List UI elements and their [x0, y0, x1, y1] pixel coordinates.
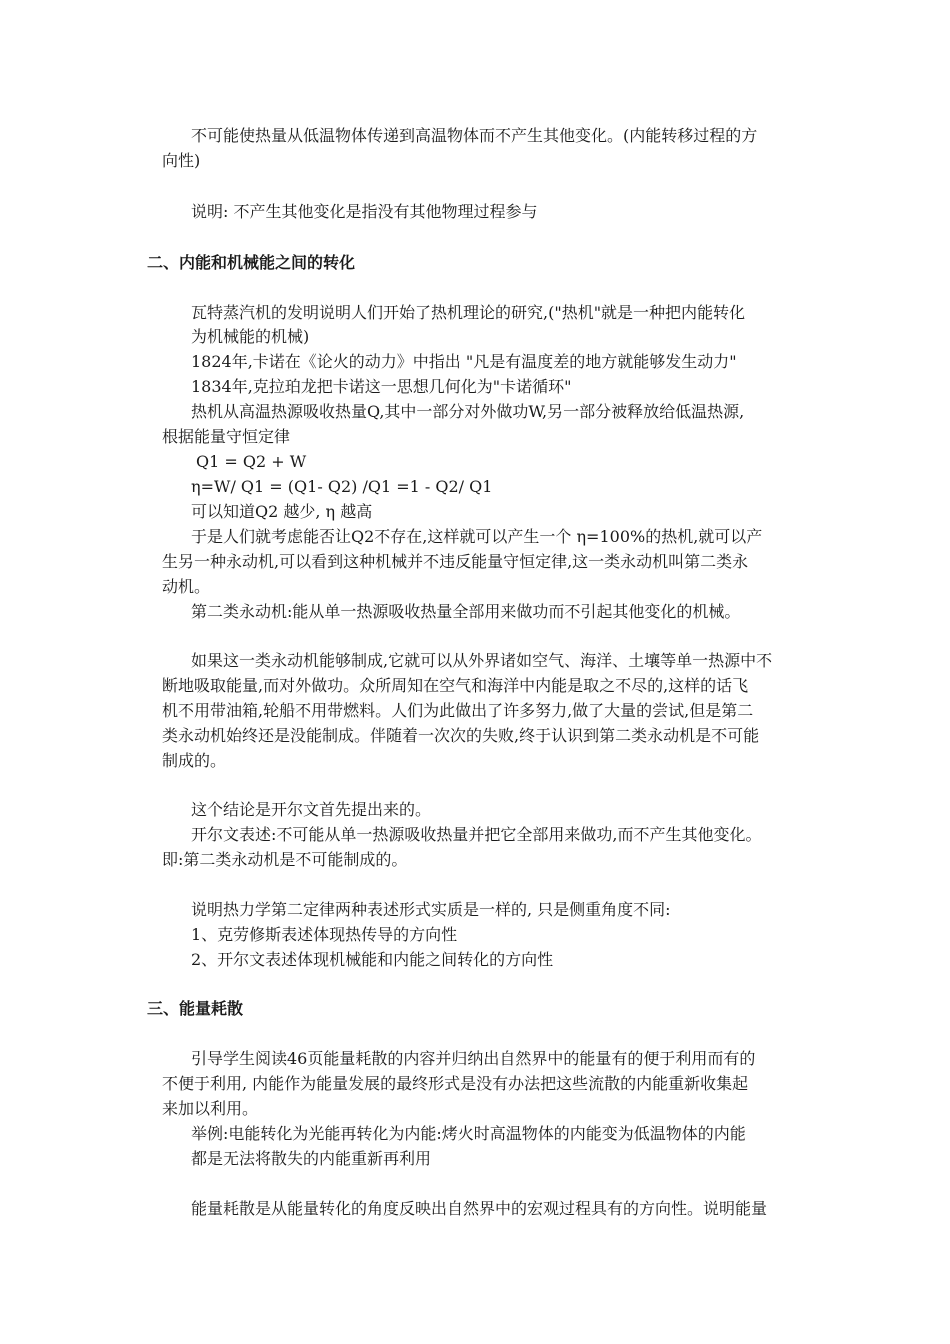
- list-item-1: 1、克劳修斯表述体现热传导的方向性: [191, 925, 458, 944]
- section-heading-3: 三、能量耗散: [147, 999, 244, 1018]
- perpetual-motion-line1: 于是人们就考虑能否让Q2不存在,这样就可以产生一个 η=100%的热机,就可以产: [191, 527, 763, 546]
- perpetual-motion-definition: 第二类永动机:能从单一热源吸收热量全部用来做功而不引起其他变化的机械。: [191, 602, 741, 621]
- carnot-1824-line: 1824年,卡诺在《论火的动力》中指出 "凡是有温度差的地方就能够发生动力": [191, 352, 737, 371]
- heat-engine-line1: 热机从高温热源吸收热量Q,其中一部分对外做功W,另一部分被释放给低温热源,: [191, 402, 745, 421]
- example-line2: 都是无法将散失的内能重新再利用: [191, 1149, 432, 1168]
- if-made-line3: 机不用带油箱,轮船不用带燃料。人们为此做出了许多努力,做了大量的尝试,但是第二: [162, 701, 754, 720]
- kelvin-statement-line1: 开尔文表述:不可能从单一热源吸收热量并把它全部用来做功,而不产生其他变化。: [191, 825, 762, 844]
- kelvin-statement-line2: 即:第二类永动机是不可能制成的。: [162, 850, 408, 869]
- watt-line2: 为机械能的机械): [191, 327, 310, 346]
- if-made-line2: 断地吸取能量,而对外做功。众所周知在空气和海洋中内能是取之不尽的,这样的话飞: [162, 676, 749, 695]
- guide-line1: 引导学生阅读46页能量耗散的内容并归纳出自然界中的能量有的便于利用而有的: [191, 1049, 756, 1068]
- note-line: 说明: 不产生其他变化是指没有其他物理过程参与: [191, 202, 538, 221]
- two-forms-line: 说明热力学第二定律两种表述形式实质是一样的, 只是侧重角度不同:: [191, 900, 671, 919]
- if-made-line1: 如果这一类永动机能够制成,它就可以从外界诸如空气、海洋、土壤等单一热源中不: [191, 651, 773, 670]
- equation-1: Q1 = Q2 + W: [196, 452, 307, 471]
- example-line1: 举例:电能转化为光能再转化为内能:烤火时高温物体的内能变为低温物体的内能: [191, 1124, 746, 1143]
- equation-3: 可以知道Q2 越少, η 越高: [191, 502, 373, 521]
- clapeyron-1834-line: 1834年,克拉珀龙把卡诺这一思想几何化为"卡诺循环": [191, 377, 572, 396]
- guide-line2: 不便于利用, 内能作为能量发展的最终形式是没有办法把这些流散的内能重新收集起: [162, 1074, 749, 1093]
- if-made-line4: 类永动机始终还是没能制成。伴随着一次次的失败,终于认识到第二类永动机是不可能: [162, 726, 760, 745]
- watt-line1: 瓦特蒸汽机的发明说明人们开始了热机理论的研究,("热机"就是一种把内能转化: [191, 303, 746, 322]
- clausius-statement-line1: 不可能使热量从低温物体传递到高温物体而不产生其他变化。(内能转移过程的方: [191, 126, 758, 145]
- perpetual-motion-line2: 生另一种永动机,可以看到这种机械并不违反能量守恒定律,这一类永动机叫第二类永: [162, 552, 749, 571]
- section-heading-2: 二、内能和机械能之间的转化: [147, 253, 356, 272]
- perpetual-motion-line3: 动机。: [162, 577, 211, 596]
- guide-line3: 来加以利用。: [162, 1099, 259, 1118]
- kelvin-intro-line: 这个结论是开尔文首先提出来的。: [191, 800, 432, 819]
- heat-engine-line2: 根据能量守恒定律: [162, 427, 291, 446]
- if-made-line5: 制成的。: [162, 751, 227, 770]
- list-item-2: 2、开尔文表述体现机械能和内能之间转化的方向性: [191, 950, 554, 969]
- dissipation-line1: 能量耗散是从能量转化的角度反映出自然界中的宏观过程具有的方向性。说明能量: [191, 1199, 768, 1218]
- clausius-statement-line2: 向性): [162, 151, 201, 170]
- equation-2: η=W/ Q1 = (Q1- Q2) /Q1 =1 - Q2/ Q1: [191, 477, 493, 496]
